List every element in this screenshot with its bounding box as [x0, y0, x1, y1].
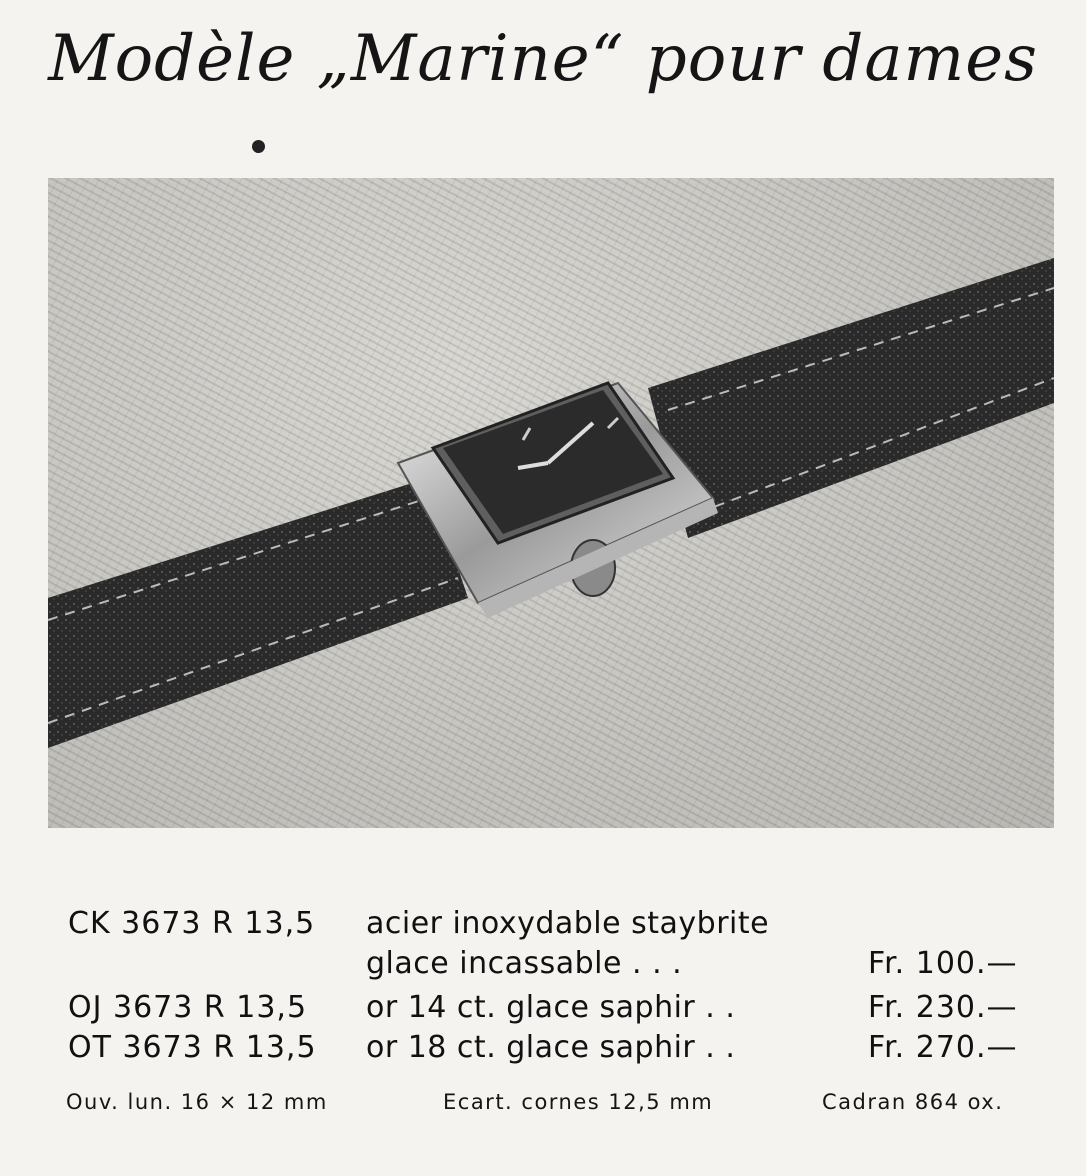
opening-size: Ouv. lun. 16 × 12 mm [66, 1090, 328, 1114]
wristwatch-icon [48, 178, 1054, 828]
item-description: glace incassable . . . [366, 946, 683, 981]
lug-width: Ecart. cornes 12,5 mm [443, 1090, 714, 1114]
page-title: Modèle „Marine“ pour dames [48, 22, 1038, 96]
watch-photo [48, 178, 1054, 828]
item-description: or 14 ct. glace saphir . . [366, 990, 736, 1025]
item-price: Fr. 270.— [868, 1030, 1018, 1065]
item-code: OT 3673 R 13,5 [68, 1030, 317, 1065]
item-code: CK 3673 R 13,5 [68, 906, 316, 941]
ink-speck [252, 140, 265, 153]
item-description: acier inoxydable staybrite [366, 906, 770, 941]
item-code: OJ 3673 R 13,5 [68, 990, 308, 1025]
dial-reference: Cadran 864 ox. [822, 1090, 1004, 1114]
item-description: or 18 ct. glace saphir . . [366, 1030, 736, 1065]
item-price: Fr. 100.— [868, 946, 1018, 981]
item-price: Fr. 230.— [868, 990, 1018, 1025]
